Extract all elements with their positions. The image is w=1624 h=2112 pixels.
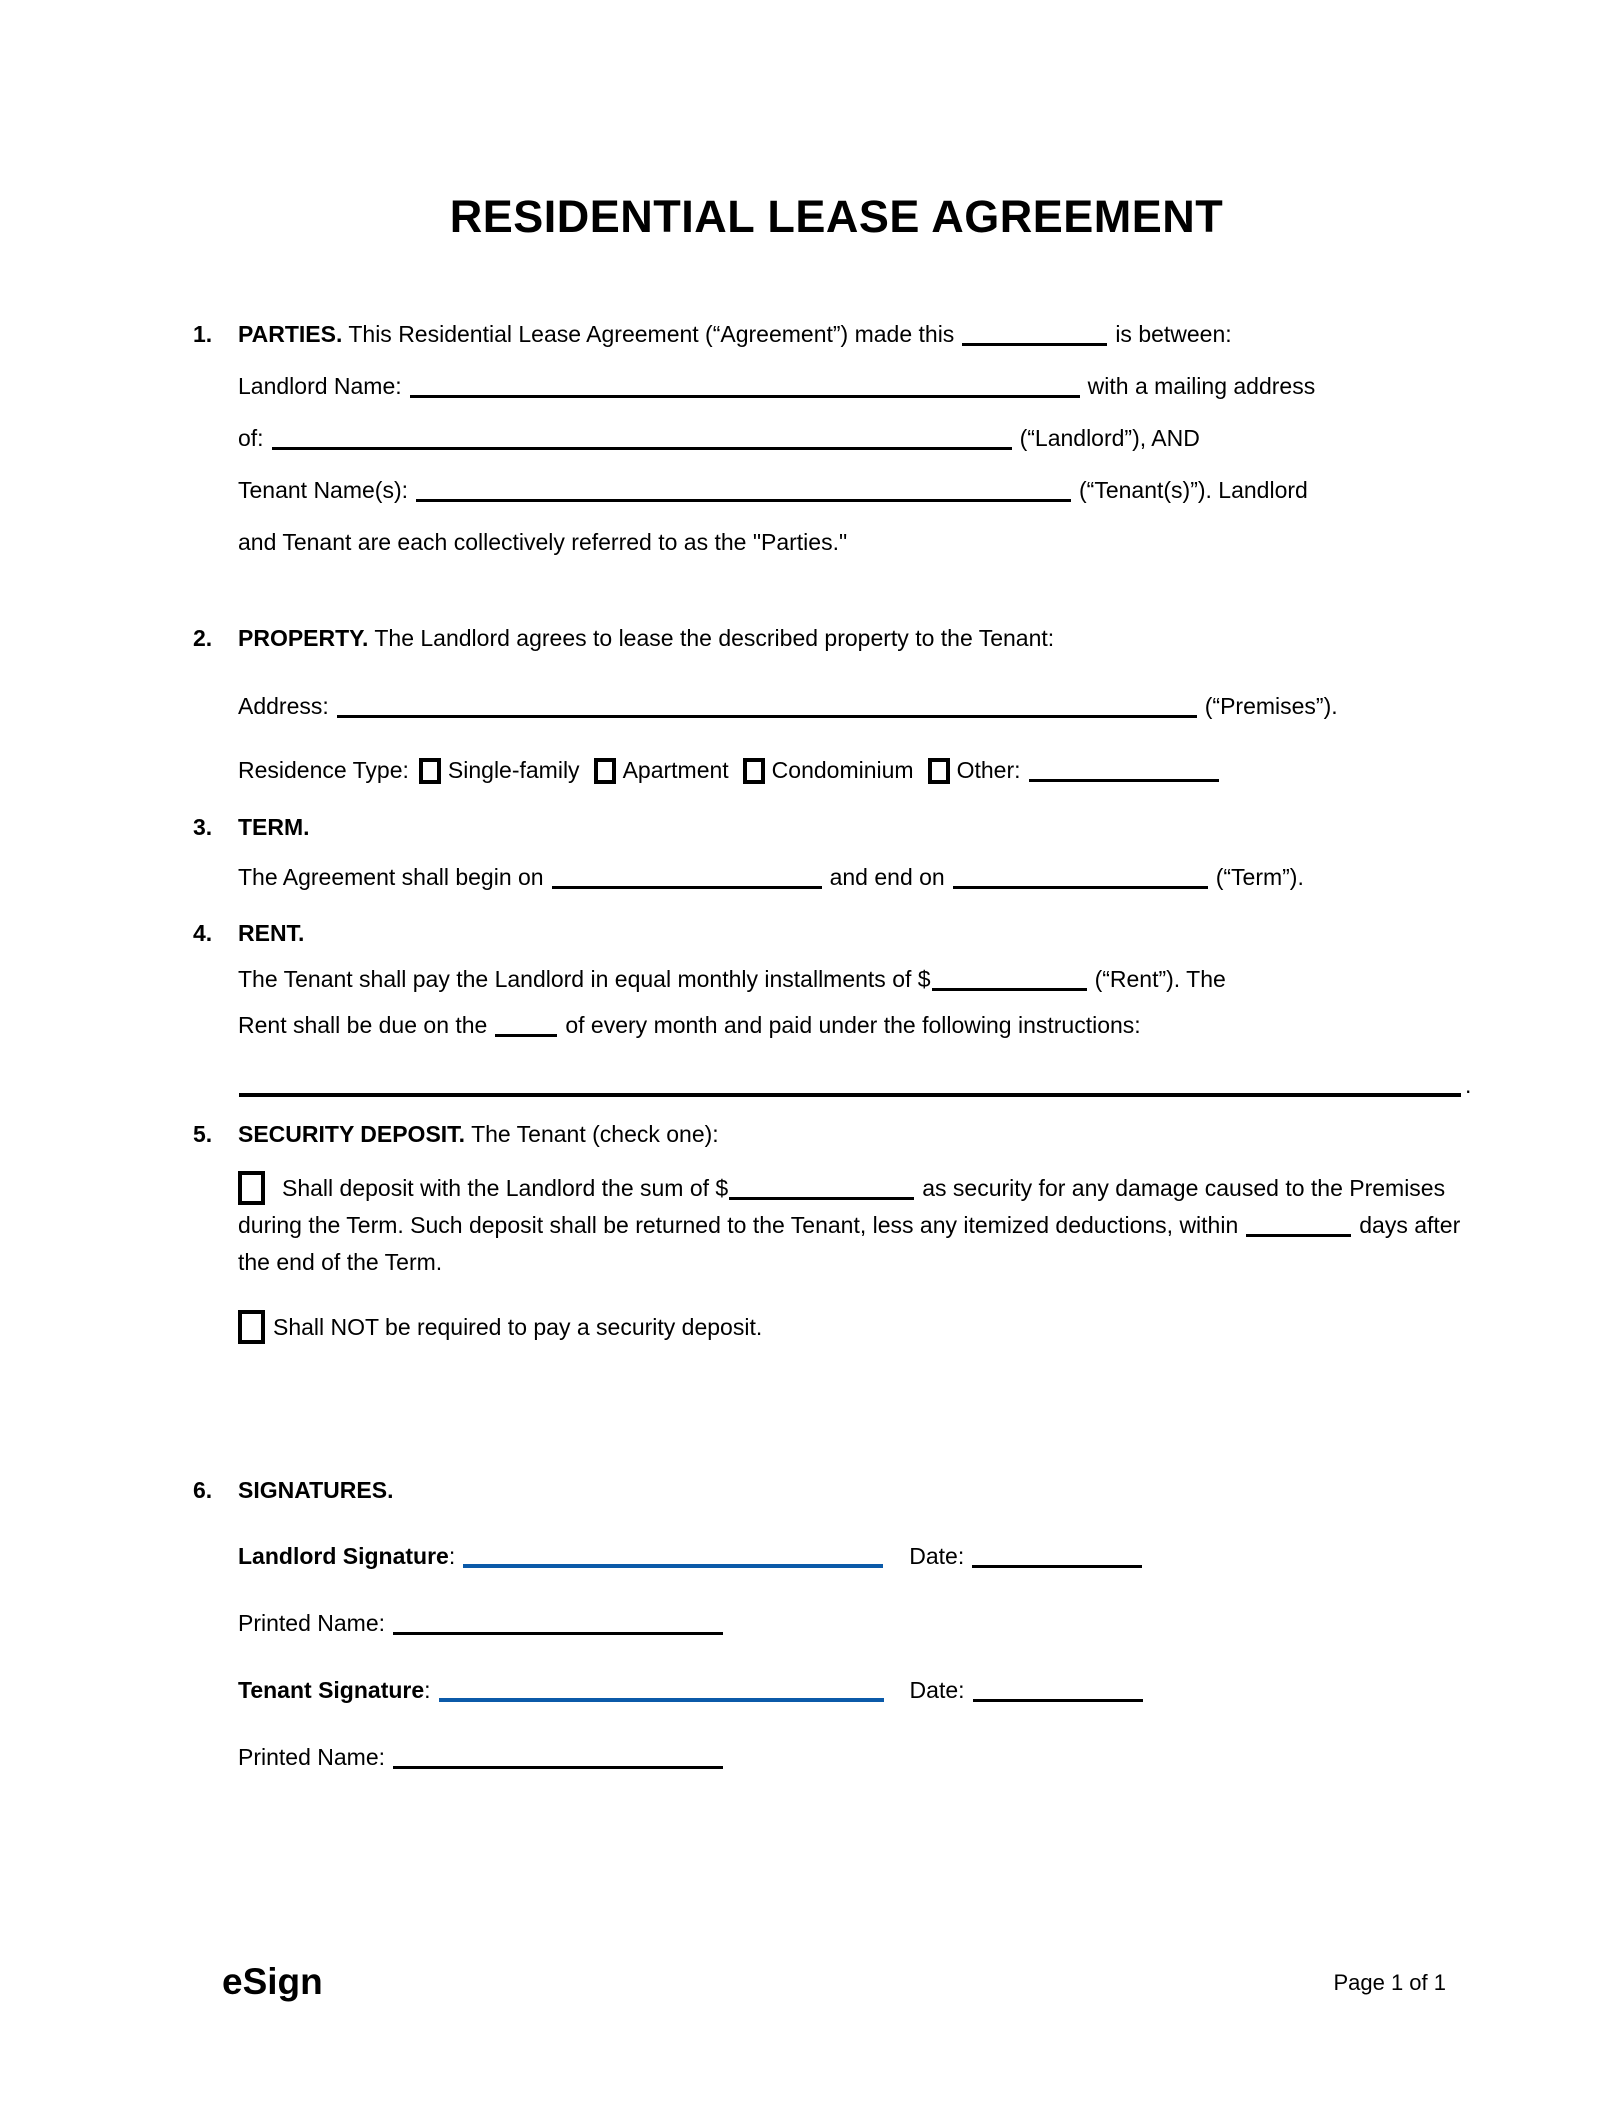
signatures-heading: SIGNATURES. <box>238 1477 394 1503</box>
deposit-option-2 <box>238 1305 1480 1349</box>
term-line <box>238 852 1480 902</box>
residence-single-family-label: Single-family <box>447 757 580 783</box>
security-number: 5. <box>193 1121 213 1147</box>
parties-intro-line <box>238 308 1480 360</box>
tenant-names-blank[interactable] <box>416 484 1071 502</box>
residence-apartment-checkbox[interactable] <box>594 758 616 784</box>
parties-heading: PARTIES. <box>238 321 343 347</box>
landlord-signature-colon: : <box>448 1543 456 1569</box>
section-term <box>193 802 1480 902</box>
of-label: of: <box>238 425 264 451</box>
residence-other-checkbox[interactable] <box>928 758 950 784</box>
no-deposit-label: Shall NOT be required to pay a security deposit. <box>273 1314 763 1340</box>
rent-line-2 <box>238 1002 1480 1048</box>
tenant-signature-field[interactable] <box>439 1684 884 1702</box>
document-title: RESIDENTIAL LEASE AGREEMENT <box>449 191 1224 242</box>
landlord-name-label: Landlord Name: <box>238 373 402 399</box>
parties-body <box>238 308 1480 568</box>
landlord-printed-name-label: Printed Name: <box>238 1610 386 1636</box>
property-body <box>238 612 1480 796</box>
tenant-signature-date-blank[interactable] <box>973 1684 1143 1702</box>
landlord-date-label: Date: <box>909 1543 965 1569</box>
property-number: 2. <box>193 625 213 651</box>
section-security-deposit <box>193 1108 1480 1349</box>
residence-condominium-checkbox[interactable] <box>743 758 765 784</box>
of-after: (“Landlord”), AND <box>1019 425 1200 451</box>
security-body <box>238 1108 1480 1349</box>
security-heading: SECURITY DEPOSIT. <box>238 1121 466 1147</box>
residence-other-label: Other: <box>956 757 1021 783</box>
address-after: (“Premises”). <box>1204 693 1338 719</box>
residence-single-family-checkbox[interactable] <box>419 758 441 784</box>
landlord-name-after: with a mailing address <box>1087 373 1316 399</box>
landlord-printed-name-blank[interactable] <box>393 1617 723 1635</box>
section-parties <box>193 308 1480 568</box>
landlord-name-blank[interactable] <box>410 380 1080 398</box>
no-deposit-checkbox[interactable] <box>238 1310 265 1344</box>
parties-intro-text: This Residential Lease Agreement (“Agreement”) made this <box>348 321 955 347</box>
residence-condominium-label: Condominium <box>771 757 914 783</box>
term-heading: TERM. <box>238 814 310 840</box>
tenant-name-label: Tenant Name(s): <box>238 477 409 503</box>
esign-logo: eSign <box>222 1961 323 2002</box>
landlord-signature-label: Landlord Signature <box>238 1543 449 1569</box>
tenant-signature-row <box>238 1664 1480 1717</box>
term-after: (“Term”). <box>1215 864 1304 890</box>
term-number: 3. <box>193 814 213 840</box>
parties-closing-line: and Tenant are each collectively referred to as the "Parties." <box>238 529 848 555</box>
instructions-period: . <box>1465 1072 1472 1098</box>
term-begin-date-blank[interactable] <box>552 871 822 889</box>
payment-instructions-line <box>238 1062 1480 1108</box>
tenant-printed-name-blank[interactable] <box>393 1751 723 1769</box>
residence-type-label: Residence Type: <box>238 757 409 783</box>
document-content <box>193 0 1480 1784</box>
rent-due-day-blank[interactable] <box>495 1019 557 1037</box>
residence-apartment-label: Apartment <box>622 757 729 783</box>
term-begin-label: The Agreement shall begin on <box>238 864 544 890</box>
tenant-name-after: (“Tenant(s)”). Landlord <box>1079 477 1308 503</box>
section-rent <box>193 910 1480 1108</box>
tenant-printed-name-row <box>238 1731 1480 1784</box>
agreement-date-blank[interactable] <box>962 328 1107 346</box>
deposit-required-checkbox[interactable] <box>238 1171 265 1205</box>
property-heading-line <box>238 612 1480 664</box>
tenant-printed-name-label: Printed Name: <box>238 1744 386 1770</box>
address-label: Address: <box>238 693 329 719</box>
rent-after-text: (“Rent”). The <box>1094 966 1226 992</box>
tenant-date-label: Date: <box>909 1677 965 1703</box>
page-number: Page 1 of 1 <box>1333 1970 1446 1995</box>
signatures-number: 6. <box>193 1477 213 1503</box>
property-heading: PROPERTY. <box>238 625 369 651</box>
address-line <box>238 680 1480 732</box>
rent-body <box>238 910 1480 1108</box>
tenant-signature-colon: : <box>424 1677 431 1703</box>
deposit-text-2: as security for any damage caused to the Premises during the Term. Such deposit shall be returned to the Tenant, less any itemized deductions, within <box>238 1175 1446 1238</box>
deposit-option-1 <box>238 1170 1480 1281</box>
landlord-address-blank[interactable] <box>272 432 1012 450</box>
rent-amount-blank[interactable] <box>932 973 1087 991</box>
rent-number: 4. <box>193 920 213 946</box>
deposit-return-days-blank[interactable] <box>1246 1219 1351 1237</box>
rent-amount-text: The Tenant shall pay the Landlord in equal monthly installments of $ <box>238 966 931 992</box>
security-heading-line <box>238 1108 1480 1160</box>
landlord-signature-field[interactable] <box>463 1550 883 1568</box>
rent-instructions-text: of every month and paid under the following instructions: <box>565 1012 1141 1038</box>
other-type-blank[interactable] <box>1029 764 1219 782</box>
deposit-amount-blank[interactable] <box>729 1182 914 1200</box>
term-body <box>238 802 1480 902</box>
rent-due-text: Rent shall be due on the <box>238 1012 488 1038</box>
rent-line-1 <box>238 956 1480 1002</box>
payment-instructions-blank[interactable] <box>239 1079 1461 1097</box>
property-intro: The Landlord agrees to lease the described property to the Tenant: <box>374 625 1055 651</box>
landlord-name-line <box>238 360 1480 412</box>
parties-number: 1. <box>193 321 213 347</box>
landlord-signature-date-blank[interactable] <box>972 1550 1142 1568</box>
section-property <box>193 612 1480 796</box>
deposit-text-1: Shall deposit with the Landlord the sum of $ <box>282 1175 729 1201</box>
residence-type-line <box>238 744 1480 796</box>
page-footer <box>222 1962 1446 2002</box>
parties-intro-after: is between: <box>1115 321 1232 347</box>
tenant-name-line <box>238 464 1480 516</box>
term-middle: and end on <box>829 864 945 890</box>
rent-heading: RENT. <box>238 920 305 946</box>
landlord-signature-row <box>238 1530 1480 1583</box>
landlord-printed-name-row <box>238 1597 1480 1650</box>
section-signatures <box>193 1464 1480 1784</box>
address-blank[interactable] <box>337 700 1197 718</box>
tenant-signature-label: Tenant Signature <box>238 1677 425 1703</box>
security-intro: The Tenant (check one): <box>471 1121 719 1147</box>
deposit-text-3: days after the end of the Term. <box>238 1212 1461 1275</box>
landlord-address-line <box>238 412 1480 464</box>
signatures-body <box>238 1464 1480 1784</box>
term-end-date-blank[interactable] <box>953 871 1208 889</box>
